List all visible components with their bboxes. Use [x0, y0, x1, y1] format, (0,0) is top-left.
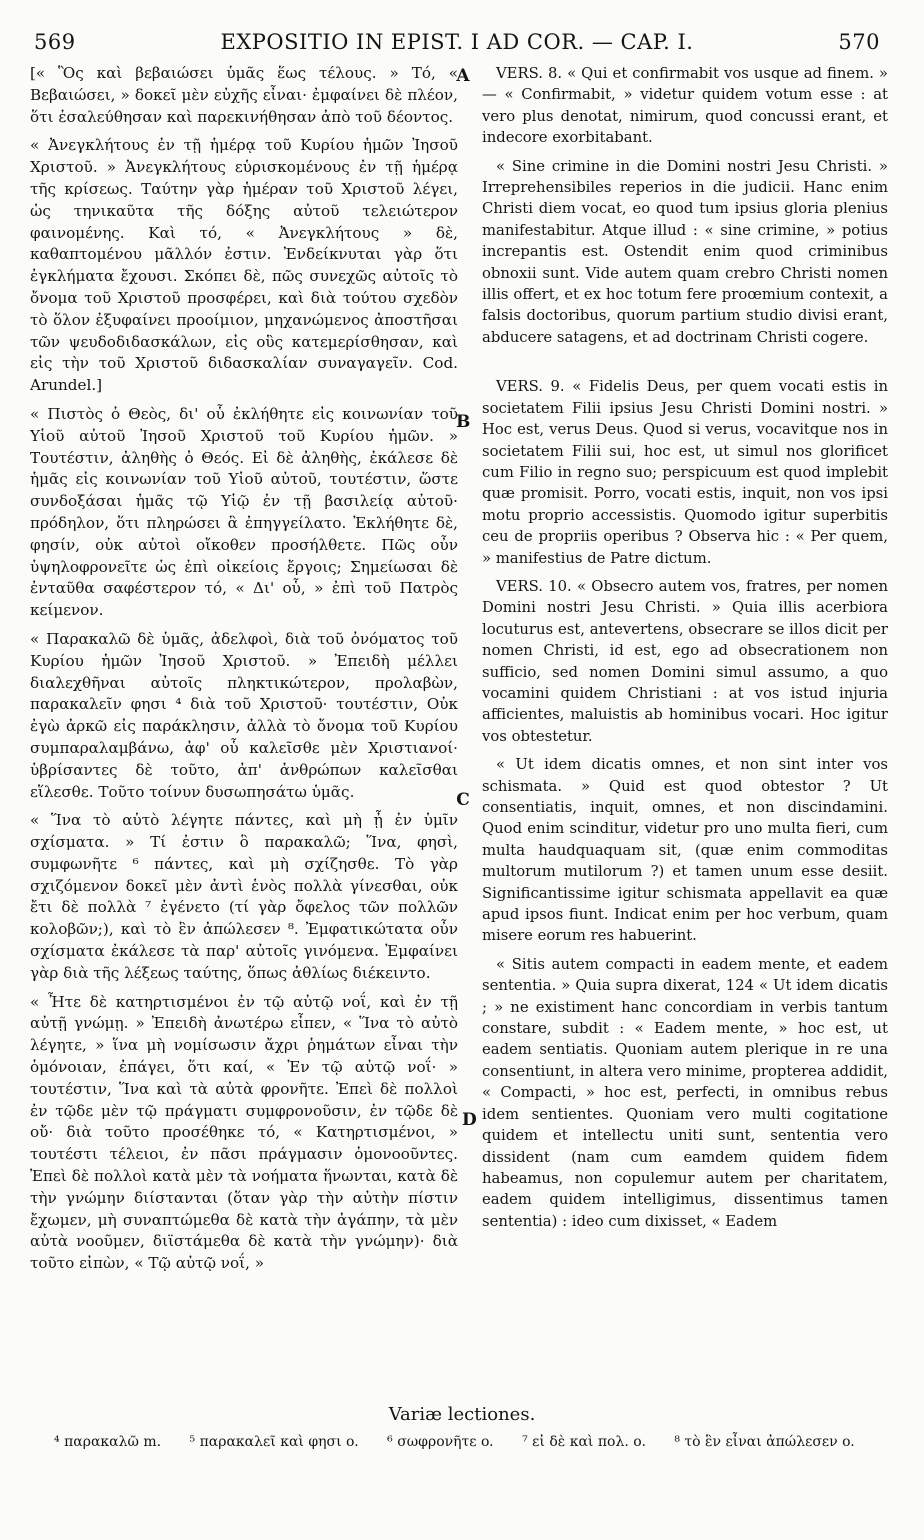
- latin-column: [482, 63, 888, 1403]
- latin-paragraph: « Sine crimine in die Domini nostri Jesu Christi. » Irreprehensibiles reperios in die judicii. Hanc enim Christi diem vocat, eo quod tum ipsius gloria plenius manifestabitur. Atque illud : « sine crimine, » potius increpantis est. Ostendit enim quod criminibus obnoxii sunt. Vide autem quam crebro Christi nomen illis offert, et ex hoc totum fere proœmium contexit, a falsis doctoribus, quorum partium studio divisi erant, abducere satagens, et ad doctrinam Christi cogere.: [482, 157, 888, 346]
- greek-paragraph: « Ἀνεγκλήτους ἐν τῇ ἡμέρᾳ τοῦ Κυρίου ἡμῶν Ἰησοῦ Χριστοῦ. » Ἀνεγκλήτους εὑρισκομένους ἐν τῇ ἡμέρᾳ τῆς κρίσεως. Ταύτην γὰρ ἡμέραν τοῦ Χριστοῦ λέγει, ὡς τηνικαῦτα τῆς δόξης αὐτοῦ τελειώτερον φαινομένης. Καὶ τό, « Ἀνεγκλήτους » δὲ, καθαπτομένου μᾶλλόν ἐστιν. Ἐνδείκνυται γὰρ ὅτι ἐγκλήματα ἔχουσι. Σκόπει δὲ, πῶς συνεχῶς αὐτοῖς τὸ ὄνομα τοῦ Χριστοῦ προσφέρει, καὶ διὰ τούτου σχεδὸν τὸ ὅλον ἐξυφαίνει προοίμιον, μηχανώμενος ἀποστῆσαι τῶν ψευδοδιδασκάλων, εἰς οὓς κατεμερίσθησαν, καὶ εἰς τὴν τοῦ Χριστοῦ διδασκαλίαν συναγαγεῖν. Cod. Arundel.]: [30, 136, 458, 395]
- variant-reading: ⁸ τὸ ἓν εἶναι ἀπώλεσεν o.: [674, 1434, 855, 1450]
- latin-paragraph: « Sitis autem compacti in eadem mente, et eadem sententia. » Quia supra dixerat, 124 « Ut idem dicatis ; » ne existiment hanc concordiam in verbis tantum constare, subdit : « Eadem mente, » hoc est, ut eadem sentiatis. Quoniam autem plerique in re una consentiunt, in altera vero minime, propterea addidit, « Compacti, » hoc est, perfecti, in omnibus rebus idem sentientes. Quoniam vero multi cogitatione quidem et intellectu uniti sunt, sententia vero dissident (nam cum eamdem quidem fidem habeamus, non copulemur autem per charitatem, eadem quidem intelligimus, dissentimus tamen sententia) : ideo cum dixisset, « Eadem: [482, 955, 888, 1230]
- greek-paragraph: [« Ὃς καὶ βεβαιώσει ὑμᾶς ἕως τέλους. » Τό, « Βεβαιώσει, » δοκεῖ μὲν εὐχῆς εἶναι· ἐμφαίνει δὲ πλέον, ὅτι ἐσαλεύθησαν καὶ παρεκινήθησαν ἀπὸ τοῦ δέοντος.: [30, 64, 458, 126]
- greek-paragraph: « Ἦτε δὲ κατηρτισμένοι ἐν τῷ αὐτῷ νοΐ, καὶ ἐν τῇ αὐτῇ γνώμῃ. » Ἐπειδὴ ἀνωτέρω εἶπεν, « Ἵνα τὸ αὐτὸ λέγητε, » ἵνα μὴ νομίσωσιν ἄχρι ῥημάτων εἶναι τὴν ὁμόνοιαν, ἐπάγει, ὅτι καί, « Ἐν τῷ αὐτῷ νοΐ· » τουτέστιν, Ἵνα καὶ τὰ αὐτὰ φρονῆτε. Ἐπεὶ δὲ πολλοὶ ἐν τῷδε μὲν τῷ πράγματι συμφρονοῦσιν, ἐν τῷδε δὲ οὔ· διὰ τοῦτο προσέθηκε τό, « Κατηρτισμένοι, » τουτέστι τέλειοι, ἐν πᾶσι πράγμασιν ὁμονοοῦντες. Ἐπεὶ δὲ πολλοὶ κατὰ μὲν τὰ νοήματα ἥνωνται, κατὰ δὲ τὴν γνώμην διίστανται (ὅταν γὰρ τὴν αὐτὴν πίστιν ἔχωμεν, μὴ συναπτώμεθα δὲ κατὰ τὴν ἀγάπην, τὰ μὲν αὐτὰ νοοῦμεν, διϊστάμεθα δὲ κατὰ τὴν γνώμην)· διὰ τοῦτο εἰπὼν, « Τῷ αὐτῷ νοΐ, »: [30, 992, 458, 1273]
- variae-lectiones-title: Variæ lectiones.: [388, 1404, 536, 1425]
- margin-letter-b: B: [456, 412, 471, 432]
- latin-paragraph: VERS. 10. « Obsecro autem vos, fratres, per nomen Domini nostri Jesu Christi. » Quia illis acerbiora locuturus est, antevertens, obsecrare se illos dicit per nomen Christi, id est, ego ad obsecrationem non sufficio, sed nomen Domini simul assumo, a quo vocamini quidem Christiani : at vos istud injuria afficientes, maluistis ab hominibus vocari. Hoc igitur vos obtestetur.: [482, 577, 888, 745]
- margin-letter-d: D: [462, 1110, 477, 1130]
- latin-paragraph: VERS. 9. « Fidelis Deus, per quem vocati estis in societatem Filii ipsius Jesu Christi Domini nostri. » Hoc est, verus Deus. Quod si verus, vocavitque nos in societatem Filii sui, hoc est, ut simul nos glorificet cum Filio in regno suo; perspicuum est quod implebit quæ promisit. Porro, vocati estis, inquit, non vos ipsi motu proprio accessistis. Quomodo igitur superbitis ceu de propriis operibus ? Observa hic : « Per quem, » manifestius de Patre dictum.: [482, 378, 888, 567]
- latin-paragraph: « Ut idem dicatis omnes, et non sint inter vos schismata. » Quid est quod obtestor ? Ut consentiatis, inquit, omnes, et non discindamini. Quod enim scinditur, videtur pro uno multa fieri, cum multa haudquaquam sit, (quæ enim commoditas multorum mutilorum ?) et tamen unum esse desiit. Significantissime igitur schismata appellavit ea quæ apud ipsos fiunt. Indicat enim per hoc verbum, quam misere eorum res habuerint.: [482, 756, 888, 945]
- greek-paragraph: « Παρακαλῶ δὲ ὑμᾶς, ἀδελφοὶ, διὰ τοῦ ὀνόματος τοῦ Κυρίου ἡμῶν Ἰησοῦ Χριστοῦ. » Ἐπειδὴ μέλλει διαλεχθῆναι αὐτοῖς πληκτικώτερον, προλαβὼν, παρακαλεῖν φησι ⁴ διὰ τοῦ Χριστοῦ· τουτέστιν, Οὐκ ἐγὼ ἀρκῶ εἰς παράκλησιν, ἀλλὰ τὸ ὄνομα τοῦ Κυρίου συμπαραλαμβάνω, ἀφ' οὗ καλεῖσθε μὲν Χριστιανοί· ὑβρίσαντες δὲ τοῦτο, ἀπ' ἀνθρώπων καλεῖσθαι εἵλεσθε. Τοῦτο τοίνυν δυσωπησάτω ὑμᾶς.: [30, 629, 458, 801]
- running-title: EXPOSITIO IN EPIST. I AD COR. — CAP. I.: [220, 30, 694, 54]
- variae-lectiones: [30, 1432, 888, 1452]
- variant-reading: ⁴ παρακαλῶ m.: [54, 1434, 162, 1450]
- variant-reading: ⁷ εἰ δὲ καὶ πολ. o.: [522, 1434, 646, 1450]
- variant-reading: ⁶ σωφρονῆτε o.: [387, 1434, 494, 1450]
- margin-letter-c: C: [456, 790, 470, 810]
- latin-paragraph: VERS. 8. « Qui et confirmabit vos usque ad finem. » — « Confirmabit, » videtur quidem votum esse : at vero plus denotat, nimirum, quod concussi erant, et indecore exorbitabant.: [482, 65, 888, 147]
- greek-paragraph: « Ἵνα τὸ αὐτὸ λέγητε πάντες, καὶ μὴ ᾖ ἐν ὑμῖν σχίσματα. » Τί ἐστιν ὃ παρακαλῶ; Ἵνα, φησὶ, συμφωνῆτε ⁶ πάντες, καὶ μὴ σχίζησθε. Τὸ γὰρ σχιζόμενον δοκεῖ μὲν ἀντὶ ἑνὸς πολλὰ γίνεσθαι, οὐκ ἔτι δὲ πολλὰ ⁷ ἐγένετο (τί γὰρ ὄφελος τῶν πολλῶν κολοβῶν;), καὶ τὸ ἓν ἀπώλεσεν ⁸. Ἐμφατικώτατα οὖν σχίσματα ἐκάλεσε τὰ παρ' αὐτοῖς γινόμενα. Ἐμφαίνει γὰρ διὰ τῆς λέξεως ταύτης, ὅπως ἀθλίως διέκειντο.: [30, 811, 458, 982]
- page-number-right: 570: [838, 30, 880, 54]
- variant-reading: ⁵ παρακαλεῖ καὶ φησι o.: [189, 1434, 359, 1450]
- greek-column: [30, 63, 458, 1403]
- page-number-left: 569: [34, 30, 76, 54]
- greek-paragraph: « Πιστὸς ὁ Θεὸς, δι' οὗ ἐκλήθητε εἰς κοινωνίαν τοῦ Υἱοῦ αὐτοῦ Ἰησοῦ Χριστοῦ τοῦ Κυρίου ἡμῶν. » Τουτέστιν, ἀληθὴς ὁ Θεός. Εἰ δὲ ἀληθὴς, ἐκάλεσε δὲ ἡμᾶς εἰς κοινωνίαν τοῦ Υἱοῦ αὐτοῦ, τουτέστιν, ὥστε συνδοξάσαι ἡμᾶς τῷ Υἱῷ ἐν τῇ βασιλείᾳ αὐτοῦ· πρόδηλον, ὅτι πληρώσει ἃ ἐπηγγείλατο. Ἐκλήθητε δὲ, φησίν, οὐκ αὐτοὶ οἴκοθεν προσήλθετε. Πῶς οὖν ὑψηλοφρονεῖτε ὡς ἐπὶ οἰκείοις ἔργοις; Σημείωσαι δὲ ἐνταῦθα σαφέστερον τό, « Δι' οὗ, » ἐπὶ τοῦ Πατρὸς κείμενον.: [30, 404, 458, 620]
- margin-letter-a: A: [456, 66, 470, 86]
- page-header: [34, 30, 880, 60]
